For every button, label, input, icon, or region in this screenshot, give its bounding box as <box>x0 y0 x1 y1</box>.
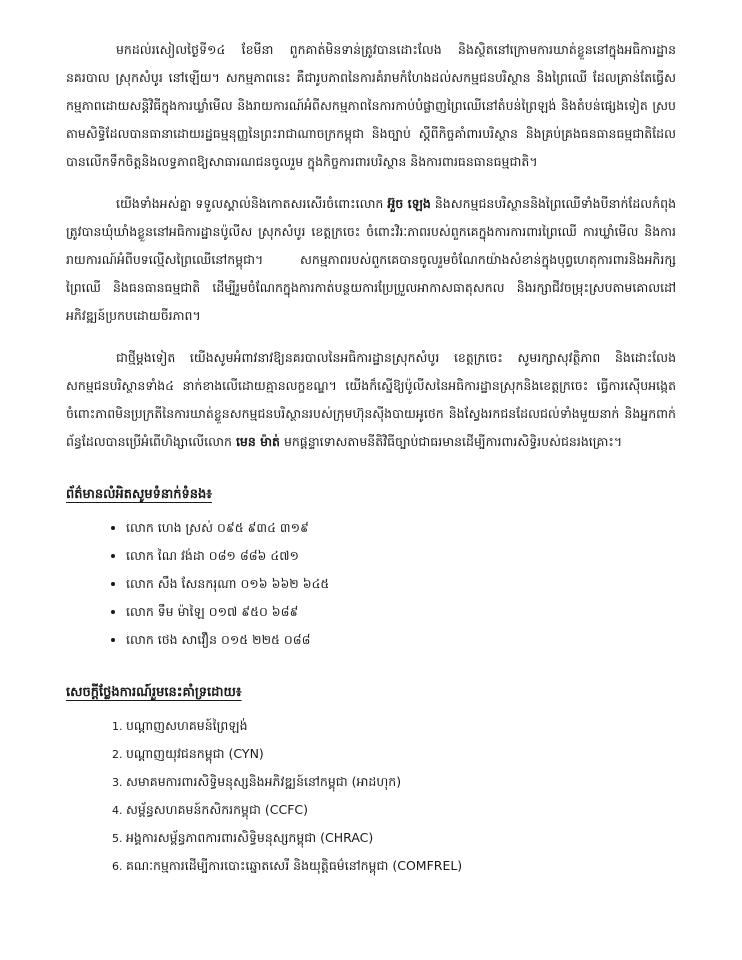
contact-item: • លោក ណៃ វង់ដា ០៨១ ៨៨៦ ៤៧១ <box>126 542 676 570</box>
contacts-heading: ព័ត៌មានលំអិតសូមទំនាក់ទំនង៖ <box>66 487 212 502</box>
paragraph-2-text-a: យើងទាំងអស់គ្នា ទទួលស្គាល់និងកោតសរសើរចំពោះលោក <box>116 196 388 211</box>
supporter-org: 2. បណ្តាញយុវជនកម្ពុជា (CYN) <box>126 740 676 768</box>
name-highlight-1: អ៊ួច ឡេង <box>387 196 431 211</box>
paragraph-1 <box>66 36 676 176</box>
supporter-org: 1. បណ្តាញសហគមន៍ព្រៃឡង់ <box>126 712 676 740</box>
contact-item: • លោក សឹង សែនករុណា ០១៦ ៦៦២ ៦៤៥ <box>126 570 676 598</box>
paragraph-1-text: មកដល់រសៀលថ្ងៃទី១៤ ខែមីនា ពួកគាត់មិនទាន់ត្រូវបានដោះលែង និងស្ថិតនៅក្រោមការឃាត់ខ្លួននៅក្នុងអធិការដ្ឋាននគរបាល ស្រុកសំបូរ នៅឡើយ។ សកម្មភាពនេះ គឺជារូបភាពនៃការគំរាមកំហែងដល់សកម្មជនបរិស្ថាន និងព្រៃឈើ ដែលគ្រាន់តែធ្វើសកម្មភាពដោយសន្តិវិធីក្នុងការឃ្លាំមើល និងរាយការណ៍អំពីសកម្មភាពនៃការកាប់បំផ្លាញព្រៃឈើនៅតំបន់ព្រៃឡង់ និងតំបន់ផ្សេងទៀត ស្របតាមសិទ្ធិដែលបានធានាដោយរដ្ឋធម្មនុញ្ញនៃព្រះរាជាណាចក្រកម្ពុជា និងច្បាប់ ស្តីពីកិច្ចគាំពារបរិស្ថាន និងគ្រប់គ្រងធនធានធម្មជាតិដែលបានលើកទឹកចិត្តនិងលទ្ធភាពឱ្យសាធារណជនចូលរួម ក្នុងកិច្ចការពារបរិស្ថាន និងការពារធនធានធម្មជាតិ។ <box>66 42 676 169</box>
contact-item: • លោក ទឹម ម៉ាឡៃ ០១៧ ៩៥០ ៦៨៩ <box>126 598 676 626</box>
paragraph-3-text-b: មកផ្តន្ទាទោសតាមនីតិវិធីច្បាប់ជាធរមានដើម្បីការពារសិទ្ធិរបស់ជនរងគ្រោះ។ <box>279 434 623 449</box>
supporter-org: 4. សម្ព័ន្ធសហគមន៍កសិករកម្ពុជា (CCFC) <box>126 796 676 824</box>
supporter-org: 3. សមាគមការពារសិទ្ធិមនុស្សនិងអភិវឌ្ឍន៍នៅកម្ពុជា (អាដហុក) <box>126 768 676 796</box>
contact-item: • លោក ហេង ស្រស់ ០៩៥ ៩៣៤ ៣១៩ <box>126 514 676 542</box>
contact-item: • លោក ថេង សាវឿន ០១៥ ២២៥ ០៨៨ <box>126 626 676 654</box>
supporters-list <box>66 712 676 880</box>
paragraph-3-text-a: ជាថ្មីម្តងទៀត យើងសូមអំពាវនាវឱ្យនគរបាលនៃអធិការដ្ឋានស្រុកសំបូរ ខេត្តក្រចេះ សូមរក្សាសុវត្ថិភាព និងដោះលែងសកម្មជនបរិស្ថានទាំង៤ នាក់ខាងលើដោយគ្មានលក្ខខណ្ឌ។ យើងក៏ស្នើឱ្យប៉ូលីសនៃអធិការដ្ឋានស្រុកនិងខេត្តក្រចេះ ធ្វើការស៊ើបអង្កេតចំពោះភាពមិនប្រក្រតីនៃការឃាត់ខ្លួនសកម្មជនបរិស្ថានរបស់ក្រុមហ៊ុនស៊ីងបាយអូថេក និងស្វែងរកជនដែលជល់ទាំងមួយនាក់ និងអ្នកពាក់ព័ន្ធដែលបានប្រើអំពើហិង្សាលើលោក <box>66 350 676 449</box>
contacts-list <box>66 514 676 654</box>
supporters-heading: សេចក្តីថ្លែងការណ៍រួមនេះគាំទ្រដោយ៖ <box>66 685 242 700</box>
paragraph-3 <box>66 344 676 456</box>
paragraph-2 <box>66 190 676 330</box>
supporter-org: 5. អង្គការសម្ព័ន្ធភាពការពារសិទ្ធិមនុស្សកម្ពុជា (CHRAC) <box>126 824 676 852</box>
name-highlight-2: មេន ម៉ាត់ <box>235 434 280 449</box>
supporter-org: 6. គណៈកម្មការដើម្បីការបោះឆ្នោតសេរី និងយុត្តិធម៌នៅកម្ពុជា (COMFREL) <box>126 852 676 880</box>
paragraph-2-text-b: និងសកម្មជនបរិស្ថាននិងព្រៃឈើទាំងបីនាក់ដែលកំពុងត្រូវបានឃុំឃាំងខ្លួននៅអធិការដ្ឋានប៉ូលីស ស្រុកសំបូរ ខេត្តក្រចេះ ចំពោះវិរៈភាពរបស់ពួកគេក្នុងការការពារព្រៃឈើ ការឃ្លាំមើល និងការរាយការណ៍អំពីបទល្មើសព្រៃឈើនៅកម្ពុជា។ សកម្មភាពរបស់ពួកគេបានចូលរួមចំណែកយ៉ាងសំខាន់ក្នុងបុព្វហេតុការពារនិងអភិរក្សព្រៃឈើ និងធនធានធម្មជាតិ ដើម្បីរួមចំណែកក្នុងការកាត់បន្ថយការប្រែប្រួលអាកាសធាតុសកល និងរក្សាជីវចម្រុះស្របតាមគោលដៅអភិវឌ្ឍន៍ប្រកបដោយចីរភាព។ <box>66 196 676 323</box>
